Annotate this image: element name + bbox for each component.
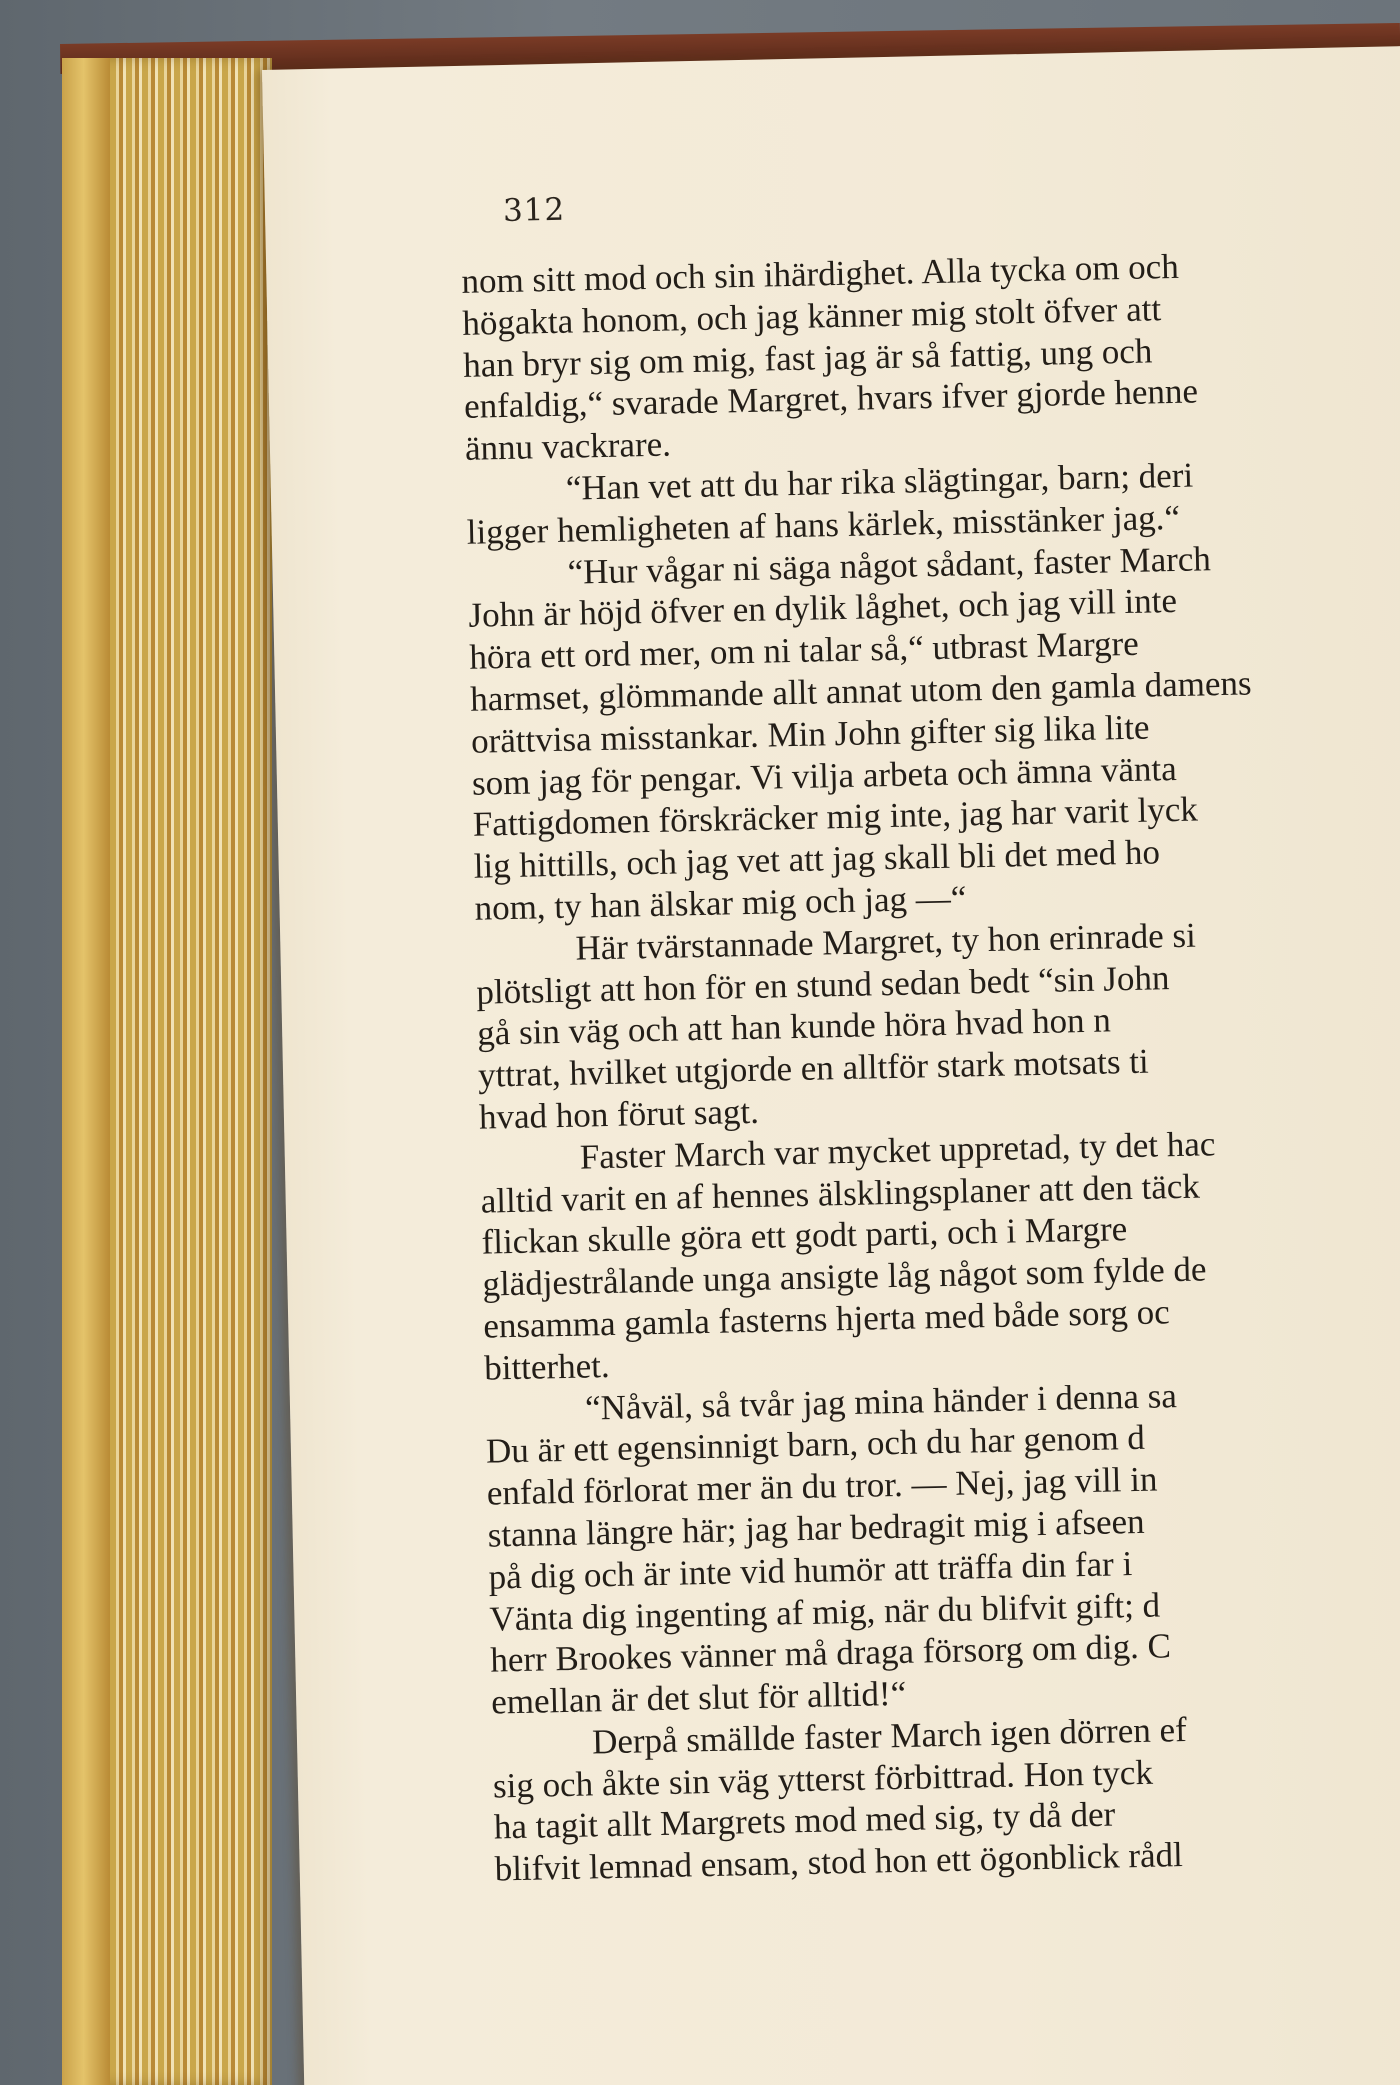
text-line: “Hur vågar ni säga något sådant, faster March: [567, 538, 1212, 592]
text-line: Fattigdomen förskräcker mig inte, jag har varit lyck: [472, 789, 1199, 845]
text-line: Faster March var mycket uppretad, ty det hac: [579, 1124, 1216, 1177]
book-page: [262, 46, 1400, 2085]
text-line: lig hittills, och jag vet att jag skall bli det med ho: [473, 832, 1161, 886]
text-line: nom sitt mod och sin ihärdighet. Alla tycka om och: [461, 246, 1180, 301]
text-line: enfald förlorat mer än du tror. — Nej, jag vill in: [486, 1459, 1158, 1513]
text-line: alltid varit en af hennes älsklingsplaner att den täck: [480, 1166, 1201, 1221]
text-line: ligger hemligheten af hans kärlek, misstänker jag.“: [466, 497, 1181, 552]
text-line: nom, ty han älskar mig och jag —“: [474, 878, 967, 928]
text-line: John är höjd öfver en dylik låghet, och jag vill inte: [468, 581, 1178, 636]
page-text: [461, 240, 1400, 1891]
text-line: herr Brookes vänner må draga försorg om dig. C: [489, 1626, 1172, 1680]
text-line: blifvit lemnad ensam, stod hon ett ögonblick rådl: [494, 1835, 1184, 1889]
text-line: bitterhet.: [483, 1345, 610, 1388]
text-line: höra ett ord mer, om ni talar så,“ utbrast Margre: [468, 623, 1140, 677]
text-line: ännu vackrare.: [464, 424, 672, 469]
text-line: “Han vet att du har rika slägtingar, barn; deri: [565, 455, 1194, 508]
text-line: ha tagit allt Margrets mod med sig, ty då der: [493, 1795, 1116, 1848]
text-line: emellan är det slut för alltid!“: [490, 1673, 907, 1722]
text-line: flickan skulle göra ett godt parti, och i Margre: [481, 1209, 1128, 1262]
text-line: sig och åkte sin väg ytterst förbittrad. Hon tyck: [492, 1752, 1154, 1806]
text-line: ensamma gamla fasterns hjerta med både sorg oc: [482, 1292, 1171, 1346]
text-line: Vänta dig ingenting af mig, när du blifvit gift; d: [489, 1585, 1161, 1639]
text-line: orättvisa misstankar. Min John gifter sig lika lite: [470, 707, 1150, 761]
page-number: 312: [502, 191, 566, 229]
text-line: som jag för pengar. Vi vilja arbeta och ämna vänta: [471, 748, 1178, 803]
text-line: Du är ett egensinnigt barn, och du har genom d: [485, 1418, 1146, 1471]
text-line: Derpå smällde faster March igen dörren ef: [591, 1709, 1188, 1762]
text-line: hvad hon förut sagt.: [478, 1091, 760, 1137]
text-line: plötsligt att hon för en stund sedan bedt “sin John: [475, 957, 1170, 1012]
text-line: stanna längre här; jag har bedragit mig i afseen: [487, 1501, 1145, 1555]
text-line: Här tvärstannade Margret, ty hon erinrade si: [575, 915, 1197, 968]
text-line: han bryr sig om mig, fast jag är så fattig, ung och: [462, 331, 1153, 385]
text-line: harmset, glömmande allt annat utom den gamla damens: [469, 663, 1252, 719]
text-line: “Nåväl, så tvår jag mina händer i denna sa: [584, 1375, 1178, 1428]
text-line: högakta honom, och jag känner mig stolt öfver att: [461, 289, 1162, 343]
text-line: på dig och är inte vid humör att träffa din far i: [488, 1543, 1133, 1597]
text-line: enfaldig,“ svarade Margret, hvars ifver gjorde henne: [463, 371, 1199, 427]
gilt-page-edge: [62, 58, 110, 2085]
text-line: glädjestrålande unga ansigte låg något som fylde de: [482, 1249, 1207, 1304]
text-line: gå sin väg och att han kunde höra hvad hon n: [476, 1000, 1112, 1054]
text-line: yttrat, hvilket utgjorde en alltför stark motsats ti: [477, 1041, 1150, 1095]
